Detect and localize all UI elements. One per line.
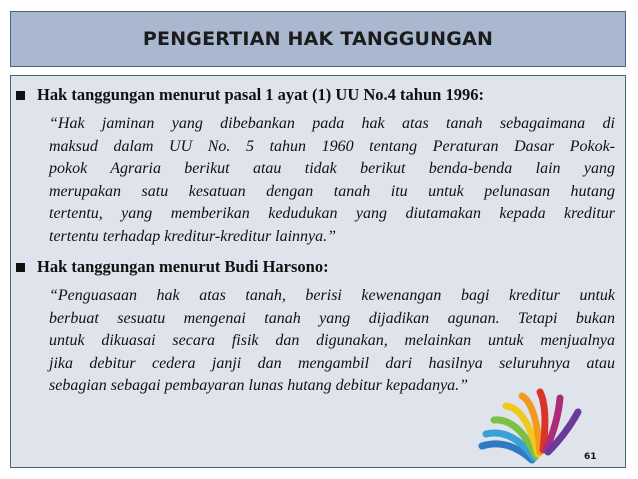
bullet-heading-1: Hak tanggungan menurut pasal 1 ayat (1) UU No.4 tahun 1996: bbox=[37, 85, 484, 104]
quote-line: sebagian sebagai pembayaran lunas hutang debitur kepadanya.” bbox=[49, 377, 469, 395]
quote-line: pokok Agraria berikut atau tidak berikut benda-benda lain yang bbox=[49, 160, 615, 178]
quote-line: “Penguasaan hak atas tanah, berisi kewenangan bagi kreditur untuk bbox=[49, 287, 615, 304]
quote-line: jika debitur cedera janji dan mengambil dari hasilnya seluruhnya atau bbox=[49, 354, 615, 372]
quote-block-1 bbox=[49, 113, 615, 249]
quote-line: “Hak jaminan yang dibebankan pada hak atas tanah sebagaimana di bbox=[49, 115, 615, 132]
page-number: 61 bbox=[584, 452, 597, 462]
quote-line: maksud dalam UU No. 5 tahun 1960 tentang Peraturan Dasar Pokok- bbox=[49, 137, 615, 155]
bullet-item-2 bbox=[16, 257, 329, 277]
quote-line: tertentu terhadap kreditur-kreditur lainnya.” bbox=[49, 227, 337, 245]
book-logo-icon bbox=[468, 388, 594, 464]
square-bullet-icon bbox=[16, 91, 25, 100]
square-bullet-icon bbox=[16, 263, 25, 272]
slide-title: PENGERTIAN HAK TANGGUNGAN bbox=[142, 28, 494, 50]
quote-line: untuk dikuasai secara fisik dan digunakan, melainkan untuk menjualnya bbox=[49, 332, 615, 350]
title-bar bbox=[10, 11, 626, 67]
quote-block-2 bbox=[49, 285, 615, 398]
bullet-heading-2: Hak tanggungan menurut Budi Harsono: bbox=[37, 257, 329, 276]
quote-line: tertentu, yang memberikan kedudukan yang diutamakan kepada kreditur bbox=[49, 205, 615, 223]
bullet-item-1 bbox=[16, 85, 484, 105]
quote-line: merupakan satu kesatuan dengan tanah itu untuk pelunasan hutang bbox=[49, 182, 615, 200]
quote-line: berbuat sesuatu mengenai tanah yang dijadikan agunan. Tetapi bukan bbox=[49, 309, 615, 327]
